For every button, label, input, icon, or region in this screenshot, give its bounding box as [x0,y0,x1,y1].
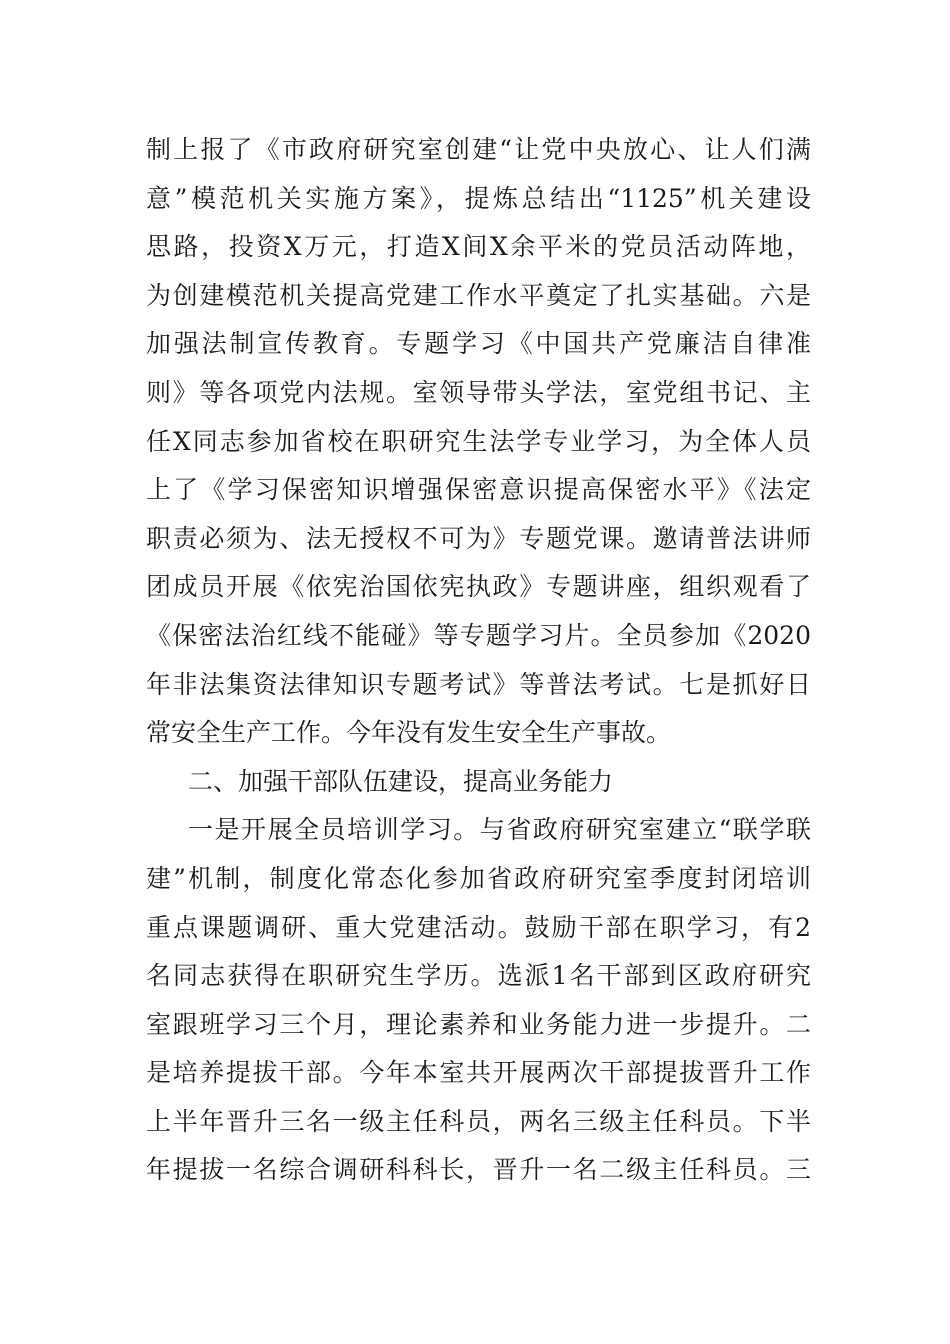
section-heading: 二、加强干部队伍建设，提高业务能力 [188,766,614,796]
text-line: 加强法制宣传教育。专题学习《中国共产党廉洁自律准 [146,329,811,359]
text-line: 重点课题调研、重大党建活动。鼓励干部在职学习，有2 [146,912,811,942]
text-line: 上半年晋升三名一级主任科员，两名三级主任科员。下半 [146,1106,811,1136]
text-line: 建”机制，制度化常态化参加省政府研究室季度封闭培训 [146,863,811,893]
text-line: 名同志获得在职研究生学历。选派1名干部到区政府研究 [146,961,811,991]
text-line: 是培养提拔干部。今年本室共开展两次干部提拔晋升工作 [146,1058,811,1088]
text-line: 职责必须为、法无授权不可为》专题党课。邀请普法讲师 [146,523,811,553]
text-line: 常安全生产工作。今年没有发生安全生产事故。 [146,718,672,748]
text-line: 年提拔一名综合调研科科长，晋升一名二级主任科员。三 [146,1155,811,1185]
text-line: 室跟班学习三个月，理论素养和业务能力进一步提升。二 [146,1009,811,1039]
text-line: 则》等各项党内法规。室领导带头学法，室党组书记、主 [146,377,811,407]
text-line: 《保密法治红线不能碰》等专题学习片。全员参加《2020 [146,620,811,650]
paragraph-first-line: 一是开展全员培训学习。与省政府研究室建立“联学联 [188,815,811,845]
text-line: 团成员开展《依宪治国依宪执政》专题讲座，组织观看了 [146,572,811,602]
text-line: 上了《学习保密知识增强保密意识提高保密水平》《法定 [146,475,811,505]
text-line: 年非法集资法律知识专题考试》等普法考试。七是抓好日 [146,669,811,699]
text-line: 制上报了《市政府研究室创建“让党中央放心、让人们满 [146,135,811,164]
body-text [146,126,811,1195]
text-line: 思路，投资X万元，打造X间X余平米的党员活动阵地， [146,232,811,262]
text-line: 为创建模范机关提高党建工作水平奠定了扎实基础。六是 [146,280,811,310]
text-line: 意”模范机关实施方案》，提炼总结出“1125”机关建设 [146,183,811,213]
text-line: 任X同志参加省校在职研究生法学专业学习，为全体人员 [146,426,811,456]
